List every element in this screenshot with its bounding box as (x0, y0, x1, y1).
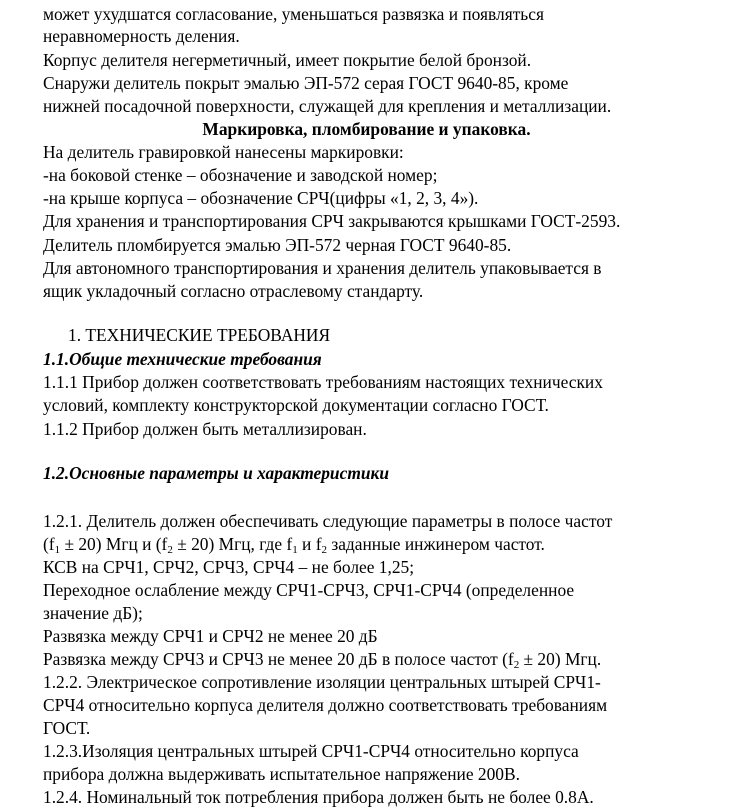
text-line: На делитель гравировкой нанесены маркировки: (43, 142, 404, 162)
text-line: может ухудшатся согласование, уменьшаться развязка и появляться (43, 4, 544, 24)
text-line: СРЧ4 относительно корпуса делителя должно соответствовать требованиям (43, 695, 608, 715)
text-line-with-subscripts: $(f_1 \pm 20)$ Мгц и $(f_2 \pm 20)$ Мгц, где $f_1$ и $f_2$ заданные инжинером частот. (43, 534, 545, 556)
text-line: 1.1.2 Прибор должен быть металлизирован. (43, 419, 367, 439)
heading-marking: Маркировка, пломбирование и упаковка. (202, 119, 531, 139)
text-line-with-subscripts: Развязка между СРЧ3 и СРЧ3 не менее 20 дБ в полосе частот $(f_2 \pm 20)$ Мгц. (43, 649, 602, 671)
text-line: 1.2.2. Электрическое сопротивление изоляции центральных штырей СРЧ1- (43, 672, 601, 692)
text-line: нижней посадочной поверхности, служащей для крепления и металлизации. (43, 96, 612, 116)
text-line: ящик укладочный согласно отраслевому стандарту. (43, 281, 424, 301)
text-line: Для хранения и транспортирования СРЧ закрываются крышками ГОСТ-2593. (43, 211, 621, 231)
text-line: 1.2.1. Делитель должен обеспечивать следующие параметры в полосе частот (43, 511, 613, 531)
text-line: -на крыше корпуса – обозначение СРЧ(цифры «1, 2, 3, 4»). (43, 188, 479, 208)
text-line: значение дБ); (43, 603, 143, 623)
text-line: -на боковой стенке – обозначение и заводской номер; (43, 165, 438, 185)
text-line: неравномерность деления. (43, 26, 240, 46)
text-line: ГОСТ. (43, 718, 91, 738)
text-line: прибора должна выдерживать испытательное напряжение 200В. (43, 764, 520, 784)
text-line: 1.2.4. Номинальный ток потребления прибора должен быть не более 0.8А. (43, 787, 594, 807)
text-line: 1.2.3.Изоляция центральных штырей СРЧ1-СРЧ4 относительно корпуса (43, 741, 579, 761)
text-line: 1.1.1 Прибор должен соответствовать требованиям настоящих технических (43, 372, 603, 392)
text-line: Переходное ослабление между СРЧ1-СРЧ3, СРЧ1-СРЧ4 (определенное (43, 580, 575, 600)
section-title: 1. ТЕХНИЧЕСКИЕ ТРЕБОВАНИЯ (68, 325, 331, 345)
text-line: КСВ на СРЧ1, СРЧ2, СРЧ3, СРЧ4 – не более 1,25; (43, 557, 415, 577)
subsection-heading-1-1: 1.1.Общие технические требования (43, 349, 322, 369)
text-line: Для автономного транспортирования и хранения делитель упаковывается в (43, 258, 602, 278)
text-line: Развязка между СРЧ1 и СРЧ2 не менее 20 дБ (43, 626, 378, 646)
subsection-heading-1-2: 1.2.Основные параметры и характеристики (43, 463, 390, 483)
text-line: Корпус делителя негерметичный, имеет покрытие белой бронзой. (43, 50, 532, 70)
text-line: Снаружи делитель покрыт эмалью ЭП-572 серая ГОСТ 9640-85, кроме (43, 73, 569, 93)
text-line: Делитель пломбируется эмалью ЭП-572 черная ГОСТ 9640-85. (43, 235, 512, 255)
text-line: условий, комплекту конструкторской документации согласно ГОСТ. (43, 395, 549, 415)
